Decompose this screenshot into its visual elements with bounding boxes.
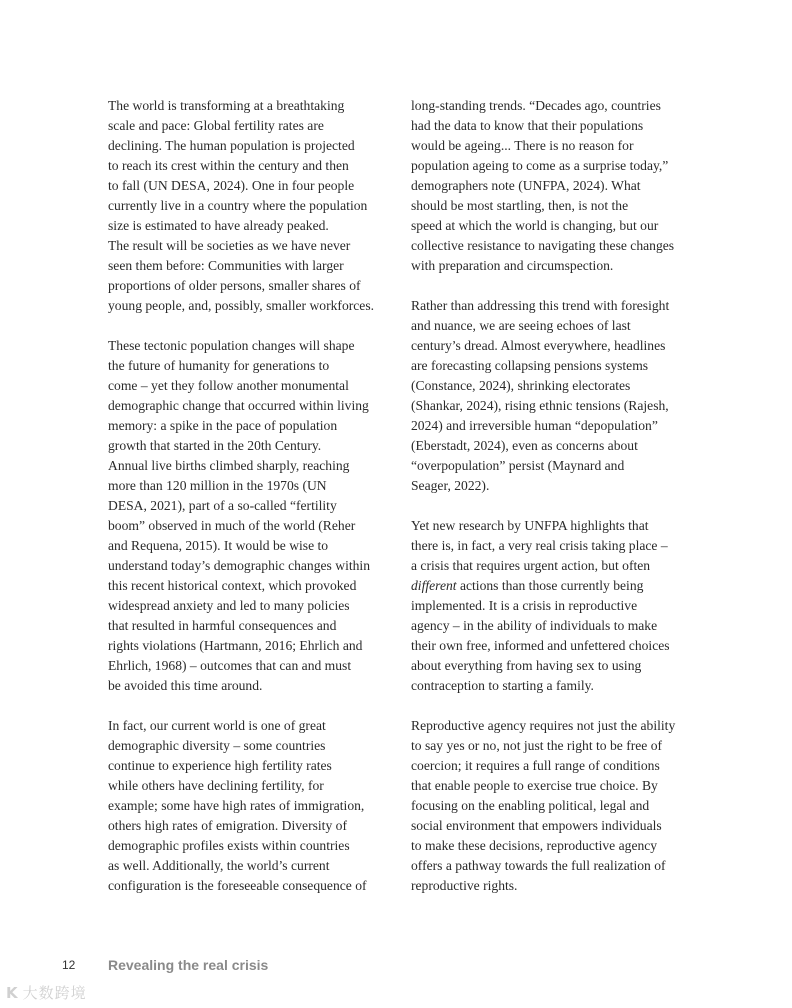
text-line: (Shankar, 2024), rising ethnic tensions (Rajesh, — [411, 398, 669, 413]
text-line: and nuance, we are seeing echoes of last — [411, 318, 631, 333]
text-line: understand today’s demographic changes within — [108, 558, 370, 573]
text-line: demographic diversity – some countries — [108, 738, 326, 753]
text-line: their own free, informed and unfettered choices — [411, 638, 670, 653]
text-line: speed at which the world is changing, but our — [411, 218, 659, 233]
text-line: currently live in a country where the population — [108, 198, 368, 213]
text-line: Yet new research by UNFPA highlights that — [411, 518, 649, 533]
text-line: collective resistance to navigating these changes — [411, 238, 675, 253]
text-line: contraception to starting a family. — [411, 678, 594, 693]
text-line: proportions of older persons, smaller shares of — [108, 278, 361, 293]
text-line: with preparation and circumspection. — [411, 258, 614, 273]
watermark-text: 大数跨境 — [22, 984, 87, 1002]
paragraph — [411, 96, 711, 276]
text-line: more than 120 million in the 1970s (UN — [108, 478, 327, 493]
text-line: are forecasting collapsing pensions systems — [411, 358, 649, 373]
text-line: seen them before: Communities with larger — [108, 258, 344, 273]
paragraph — [108, 716, 398, 896]
text-line: young people, and, possibly, smaller workforces. — [108, 298, 375, 313]
text-line: Seager, 2022). — [411, 478, 490, 493]
text-line: The world is transforming at a breathtaking — [108, 98, 345, 113]
text-line: others high rates of emigration. Diversity of — [108, 818, 347, 833]
page-number: 12 — [62, 958, 76, 972]
text-line: while others have declining fertility, for — [108, 778, 324, 793]
text-line: continue to experience high fertility rates — [108, 758, 332, 773]
text-line: and Requena, 2015). It would be wise to — [108, 538, 329, 553]
text-line: should be most startling, then, is not the — [411, 198, 629, 213]
text-line: Rather than addressing this trend with foresight — [411, 298, 670, 313]
text-line: the future of humanity for generations to — [108, 358, 330, 373]
text-line: Annual live births climbed sharply, reaching — [108, 458, 350, 473]
text-line: would be ageing... There is no reason for — [411, 138, 634, 153]
text-line: coercion; it requires a full range of conditions — [411, 758, 660, 773]
text-line: widespread anxiety and led to many policies — [108, 598, 350, 613]
text-line: offers a pathway towards the full realization of — [411, 858, 666, 873]
right-text-column — [411, 96, 711, 916]
text-line: about everything from having sex to using — [411, 658, 642, 673]
text-line: scale and pace: Global fertility rates are — [108, 118, 324, 133]
text-line: century’s dread. Almost everywhere, headlines — [411, 338, 666, 353]
text-line: come – yet they follow another monumental — [108, 378, 349, 393]
text-line: there is, in fact, a very real crisis taking place – — [411, 538, 668, 553]
paragraph — [108, 336, 398, 696]
watermark — [6, 982, 87, 1003]
watermark-logo-icon: K — [6, 984, 19, 1002]
text-line: social environment that empowers individuals — [411, 818, 662, 833]
text-line: demographers note (UNFPA, 2024). What — [411, 178, 641, 193]
paragraph — [108, 96, 398, 316]
section-title: Revealing the real crisis — [108, 957, 269, 973]
text-line: Reproductive agency requires not just the ability — [411, 718, 676, 733]
text-line: boom” observed in much of the world (Reher — [108, 518, 356, 533]
text-line: long-standing trends. “Decades ago, countries — [411, 98, 661, 113]
text-line: These tectonic population changes will shape — [108, 338, 355, 353]
text-line: reproductive rights. — [411, 878, 518, 893]
text-line: agency – in the ability of individuals to make — [411, 618, 658, 633]
text-line: to say yes or no, not just the right to be free of — [411, 738, 663, 753]
text-line: that enable people to exercise true choice. By — [411, 778, 658, 793]
text-line: demographic change that occurred within living — [108, 398, 369, 413]
text-line: a crisis that requires urgent action, but often — [411, 558, 651, 573]
text-line: to reach its crest within the century and then — [108, 158, 349, 173]
text-line: example; some have high rates of immigration, — [108, 798, 365, 813]
text-line: that resulted in harmful consequences and — [108, 618, 337, 633]
text-line: as well. Additionally, the world’s current — [108, 858, 330, 873]
text-line: memory: a spike in the pace of population — [108, 418, 338, 433]
text-line: implemented. It is a crisis in reproductive — [411, 598, 638, 613]
text-line: size is estimated to have already peaked. — [108, 218, 329, 233]
text-line: population ageing to come as a surprise today,” — [411, 158, 669, 173]
left-text-column — [108, 96, 398, 916]
text-line: “overpopulation” persist (Maynard and — [411, 458, 625, 473]
text-line: focusing on the enabling political, legal and — [411, 798, 650, 813]
text-line: configuration is the foreseeable consequence of — [108, 878, 367, 893]
text-line: declining. The human population is projected — [108, 138, 355, 153]
text-line: In fact, our current world is one of great — [108, 718, 326, 733]
paragraph — [411, 516, 711, 696]
text-line: 2024) and irreversible human “depopulation” — [411, 418, 658, 433]
text-line: demographic profiles exists within countries — [108, 838, 350, 853]
text-line: DESA, 2021), part of a so-called “fertility — [108, 498, 337, 513]
text-line: (Constance, 2024), shrinking electorates — [411, 378, 631, 393]
text-line: to make these decisions, reproductive agency — [411, 838, 658, 853]
text-line: different actions than those currently being — [411, 578, 644, 593]
paragraph — [411, 716, 711, 896]
text-line: this recent historical context, which provoked — [108, 578, 357, 593]
text-line: to fall (UN DESA, 2024). One in four people — [108, 178, 355, 193]
text-line: rights violations (Hartmann, 2016; Ehrlich and — [108, 638, 363, 653]
text-line: be avoided this time around. — [108, 678, 263, 693]
text-line: Ehrlich, 1968) – outcomes that can and must — [108, 658, 352, 673]
text-line: had the data to know that their populations — [411, 118, 644, 133]
text-line: growth that started in the 20th Century. — [108, 438, 322, 453]
paragraph — [411, 296, 711, 496]
text-line: The result will be societies as we have never — [108, 238, 351, 253]
text-line: (Eberstadt, 2024), even as concerns about — [411, 438, 638, 453]
